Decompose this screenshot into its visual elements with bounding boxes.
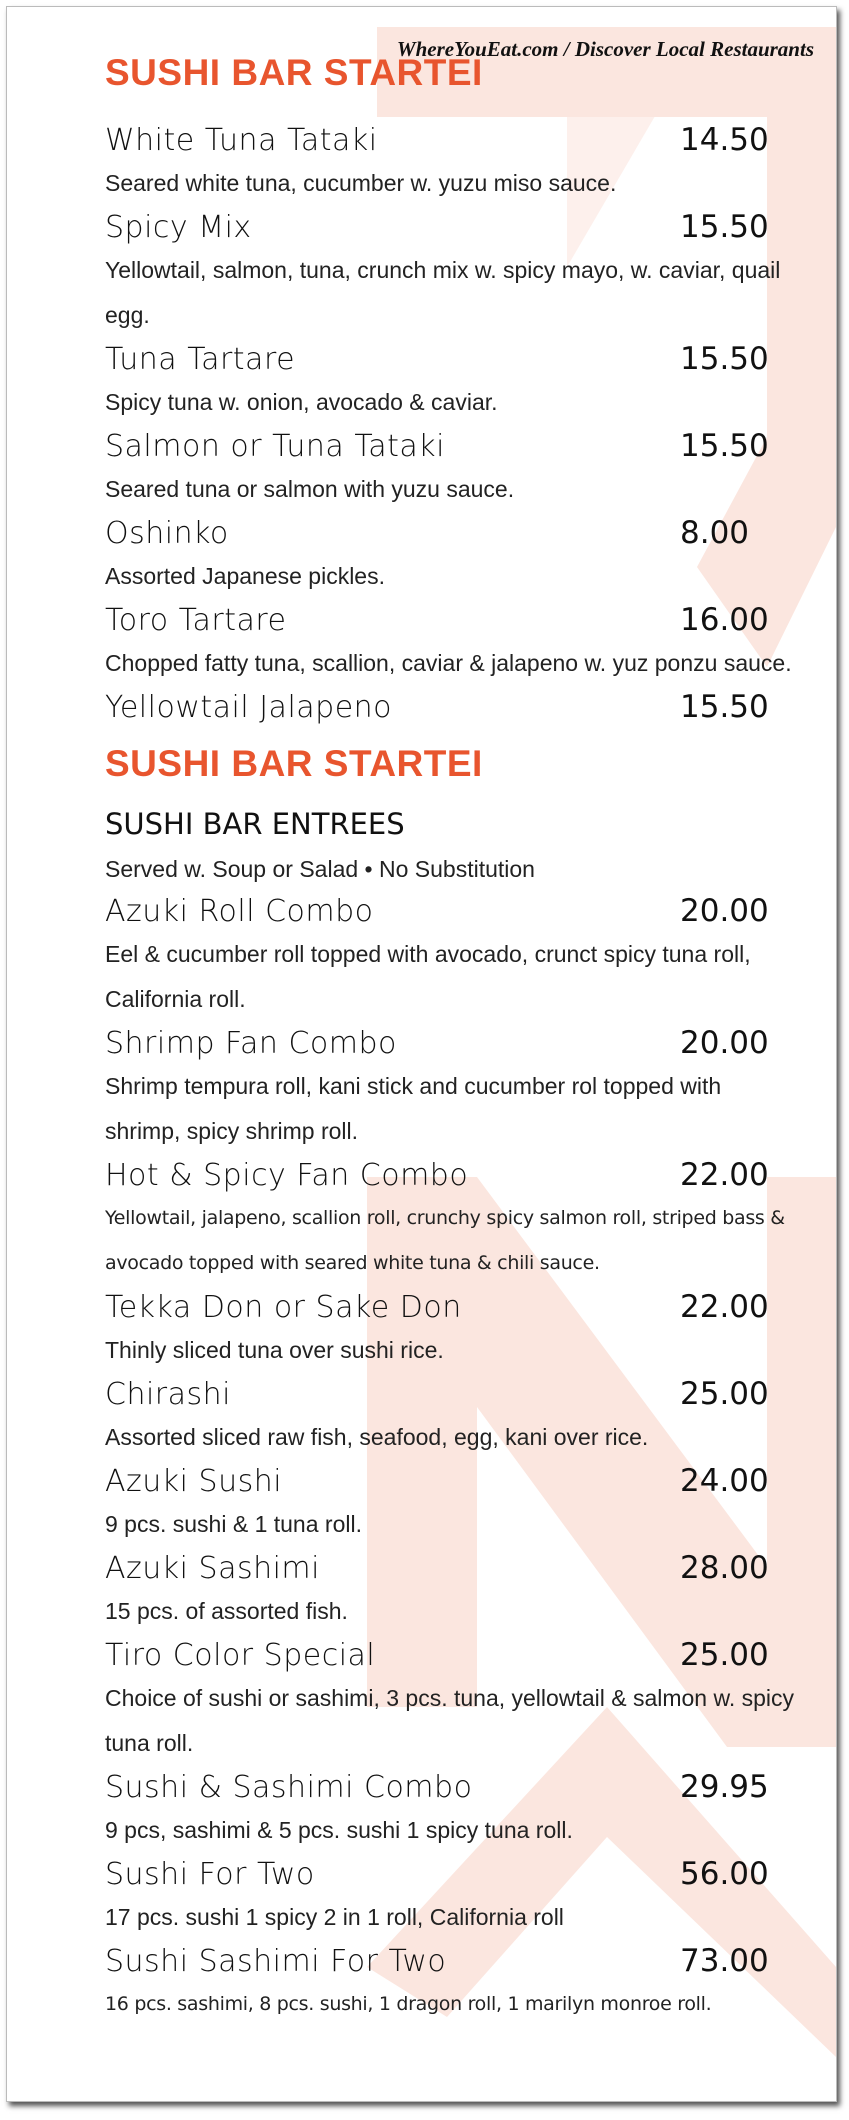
- menu-item: [105, 1154, 795, 1196]
- item-price: 8.00: [680, 515, 750, 551]
- item-description: Yellowtail, jalapeno, scallion roll, crunchy spicy salmon roll, striped bass & avocado topped with seared white tuna & chili sauce.: [105, 1207, 785, 1274]
- item-price: 14.50: [680, 122, 769, 158]
- menu-item: [105, 686, 795, 728]
- menu-item: [105, 512, 795, 554]
- item-price: 22.00: [680, 1157, 769, 1193]
- menu-item: [105, 1373, 795, 1415]
- item-price: 28.00: [680, 1550, 769, 1586]
- item-description: Assorted sliced raw fish, seafood, egg, kani over rice.: [105, 1424, 649, 1450]
- menu-item: [105, 1766, 795, 1808]
- item-price: 73.00: [680, 1943, 769, 1979]
- item-name: Shrimp Fan Combo: [105, 1025, 397, 1061]
- menu-item: [105, 1634, 795, 1676]
- menu-item: [105, 119, 795, 161]
- menu-item: [105, 1022, 795, 1064]
- item-name: Oshinko: [105, 515, 229, 551]
- item-price: 56.00: [680, 1856, 769, 1892]
- item-name: Spicy Mix: [105, 209, 252, 245]
- menu-item: [105, 1940, 795, 1982]
- section-heading: SUSHI BAR STARTEI: [105, 743, 483, 784]
- item-name: Sushi For Two: [105, 1856, 315, 1892]
- item-description: 15 pcs. of assorted fish.: [105, 1598, 348, 1624]
- item-price: 15.50: [680, 428, 769, 464]
- item-description: Thinly sliced tuna over sushi rice.: [105, 1337, 444, 1363]
- item-name: Azuki Sashimi: [105, 1550, 320, 1586]
- item-name: Tiro Color Special: [105, 1637, 376, 1673]
- item-price: 29.95: [680, 1769, 769, 1805]
- menu-content: [105, 45, 795, 2027]
- item-description: Yellowtail, salmon, tuna, crunch mix w. spicy mayo, w. caviar, quail egg.: [105, 257, 781, 328]
- item-description: Seared tuna or salmon with yuzu sauce.: [105, 476, 515, 502]
- item-name: Yellowtail Jalapeno: [105, 689, 393, 725]
- item-description: 9 pcs. sushi & 1 tuna roll.: [105, 1511, 362, 1537]
- item-description: Seared white tuna, cucumber w. yuzu miso sauce.: [105, 170, 617, 196]
- item-description: Shrimp tempura roll, kani stick and cucumber rol topped with shrimp, spicy shrimp roll.: [105, 1073, 722, 1144]
- item-name: Toro Tartare: [105, 602, 287, 638]
- item-price: 16.00: [680, 602, 769, 638]
- item-price: 15.50: [680, 689, 769, 725]
- item-name: Sushi Sashimi For Two: [105, 1943, 447, 1979]
- item-price: 20.00: [680, 1025, 769, 1061]
- item-price: 20.00: [680, 893, 769, 929]
- menu-item: [105, 1460, 795, 1502]
- menu-item: [105, 1853, 795, 1895]
- starters-list: [105, 119, 795, 728]
- item-name: Azuki Sushi: [105, 1463, 283, 1499]
- menu-item: [105, 890, 795, 932]
- item-name: Azuki Roll Combo: [105, 893, 374, 929]
- menu-item: [105, 206, 795, 248]
- item-description: Spicy tuna w. onion, avocado & caviar.: [105, 389, 498, 415]
- section-heading: SUSHI BAR STARTEI: [105, 52, 483, 93]
- menu-item: [105, 338, 795, 380]
- item-description: Chopped fatty tuna, scallion, caviar & jalapeno w. yuz ponzu sauce.: [105, 650, 792, 676]
- entrees-title: SUSHI BAR ENTREES: [105, 807, 405, 841]
- item-name: Salmon or Tuna Tataki: [105, 428, 445, 464]
- item-name: Chirashi: [105, 1376, 231, 1412]
- item-name: Tuna Tartare: [105, 341, 296, 377]
- item-description: 9 pcs, sashimi & 5 pcs. sushi 1 spicy tuna roll.: [105, 1817, 573, 1843]
- item-description: 17 pcs. sushi 1 spicy 2 in 1 roll, California roll: [105, 1904, 564, 1930]
- menu-page: [6, 6, 837, 2102]
- item-price: 24.00: [680, 1463, 769, 1499]
- item-price: 15.50: [680, 341, 769, 377]
- item-name: Tekka Don or Sake Don: [105, 1289, 462, 1325]
- entrees-note: Served w. Soup or Salad • No Substitution: [105, 856, 535, 882]
- item-description: Assorted Japanese pickles.: [105, 563, 385, 589]
- entrees-list: [105, 890, 795, 2027]
- item-price: 25.00: [680, 1376, 769, 1412]
- item-price: 22.00: [680, 1289, 769, 1325]
- item-name: Sushi & Sashimi Combo: [105, 1769, 473, 1805]
- item-name: White Tuna Tataki: [105, 122, 378, 158]
- item-description: Eel & cucumber roll topped with avocado, crunct spicy tuna roll, California roll.: [105, 941, 751, 1012]
- menu-item: [105, 1286, 795, 1328]
- item-name: Hot & Spicy Fan Combo: [105, 1157, 469, 1193]
- menu-item: [105, 1547, 795, 1589]
- item-description: Choice of sushi or sashimi, 3 pcs. tuna, yellowtail & salmon w. spicy tuna roll.: [105, 1685, 795, 1756]
- site-watermark: WhereYouEat.com / Discover Local Restaurants: [396, 37, 814, 61]
- menu-item: [105, 425, 795, 467]
- item-description: 16 pcs. sashimi, 8 pcs. sushi, 1 dragon roll, 1 marilyn monroe roll.: [105, 1993, 712, 2015]
- item-price: 25.00: [680, 1637, 769, 1673]
- item-price: 15.50: [680, 209, 769, 245]
- menu-item: [105, 599, 795, 641]
